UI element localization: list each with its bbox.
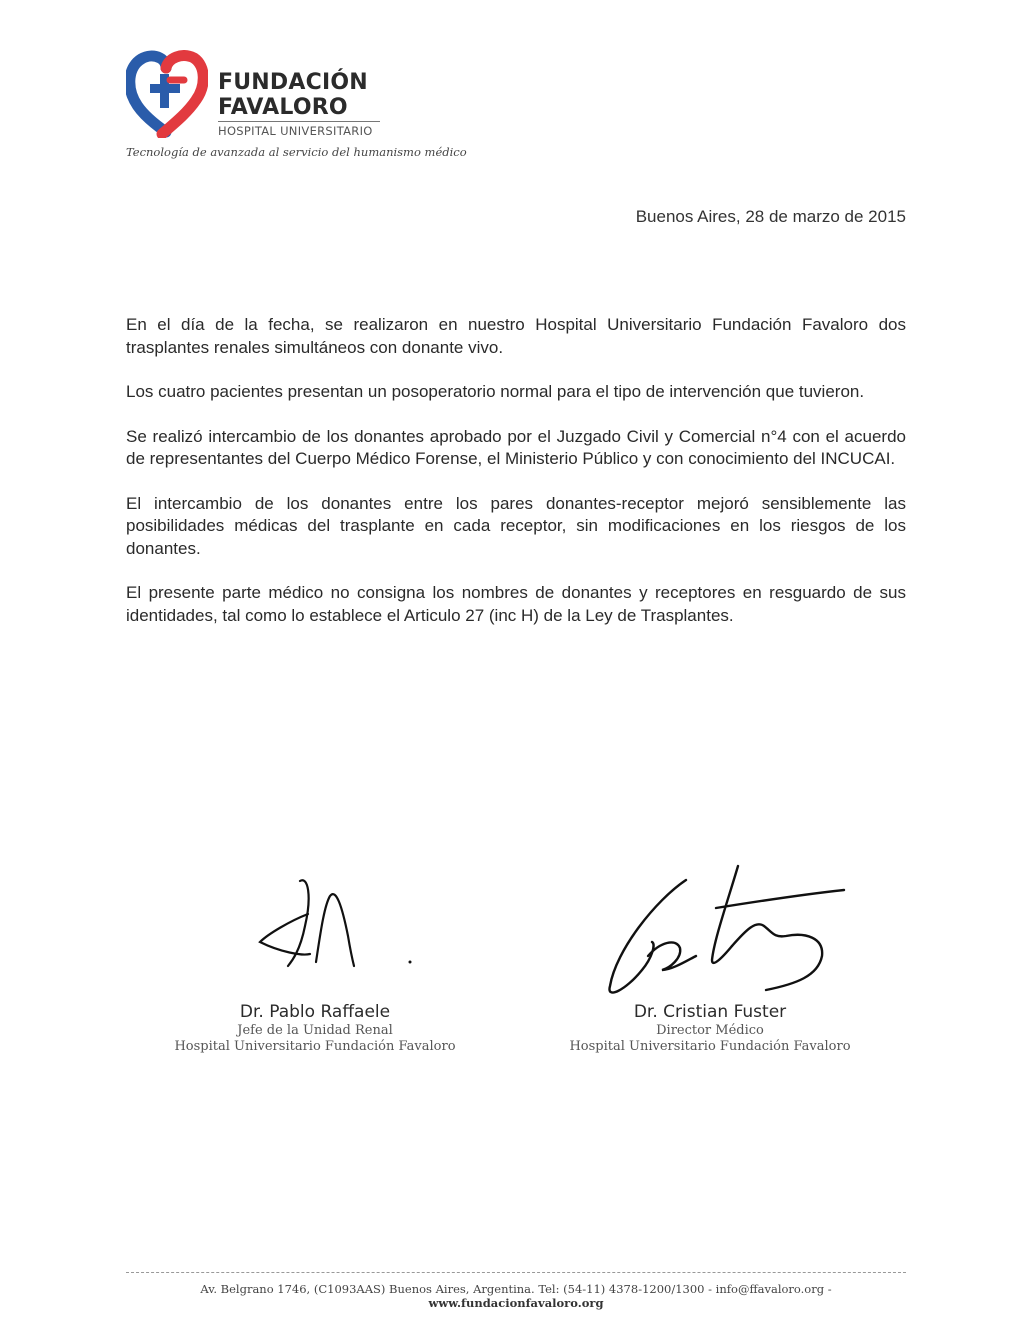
footer-divider [126,1272,906,1273]
footer-contact [126,1282,906,1310]
signatory-institution: Hospital Universitario Fundación Favaloro [569,1039,851,1054]
signature-block-left [140,1002,490,1055]
logo-wordmark [218,70,380,138]
letter-date: Buenos Aires, 28 de marzo de 2015 [635,207,906,226]
signatory-role: Director Médico [656,1023,764,1038]
signatory-institution: Hospital Universitario Fundación Favaloro [174,1039,456,1054]
letter-body [126,314,906,649]
logo-line-favaloro: FAVALORO [218,95,348,120]
signature-fuster-icon [596,860,856,1000]
logo-line-hospital: HOSPITAL UNIVERSITARIO [218,124,373,138]
signature-block-right [540,1002,880,1055]
fundacion-favaloro-logo-icon [126,50,208,138]
tagline: Tecnología de avanzada al servicio del humanismo médico [126,145,467,159]
signatory-name: Dr. Cristian Fuster [633,1002,787,1022]
logo-line-fundacion: FUNDACIÓN [218,70,368,95]
footer-address: Av. Belgrano 1746, (C1093AAS) Buenos Aires, Argentina. Tel: (54-11) 4378-1200/1300 - info@ffavaloro.org - [200,1282,832,1296]
paragraph: En el día de la fecha, se realizaron en nuestro Hospital Universitario Fundación Favaloro dos trasplantes renales simultáneos con donante vivo. [126,315,906,357]
paragraph: Se realizó intercambio de los donantes aprobado por el Juzgado Civil y Comercial n°4 con el acuerdo de representantes del Cuerpo Médico Forense, el Ministerio Público y con conocimiento del INCUCAI. [126,426,906,468]
paragraph: El presente parte médico no consigna los nombres de donantes y receptores en resguardo de sus identidades, tal como lo establece el Articulo 27 (inc H) de la Ley de Trasplantes. [126,583,906,625]
paragraph: Los cuatro pacientes presentan un posoperatorio normal para el tipo de intervención que tuvieron. [126,382,865,401]
paragraph: El intercambio de los donantes entre los pares donantes-receptor mejoró sensiblemente las posibilidades médicas del trasplante en cada receptor, sin modificaciones en los riesgos de los donantes. [126,493,906,558]
signature-raffaele-icon [250,866,420,976]
logo-divider [218,121,380,122]
signatory-name: Dr. Pablo Raffaele [239,1002,391,1022]
signatory-role: Jefe de la Unidad Renal [237,1023,393,1038]
footer-website-link[interactable]: www.fundacionfavaloro.org [428,1296,604,1310]
